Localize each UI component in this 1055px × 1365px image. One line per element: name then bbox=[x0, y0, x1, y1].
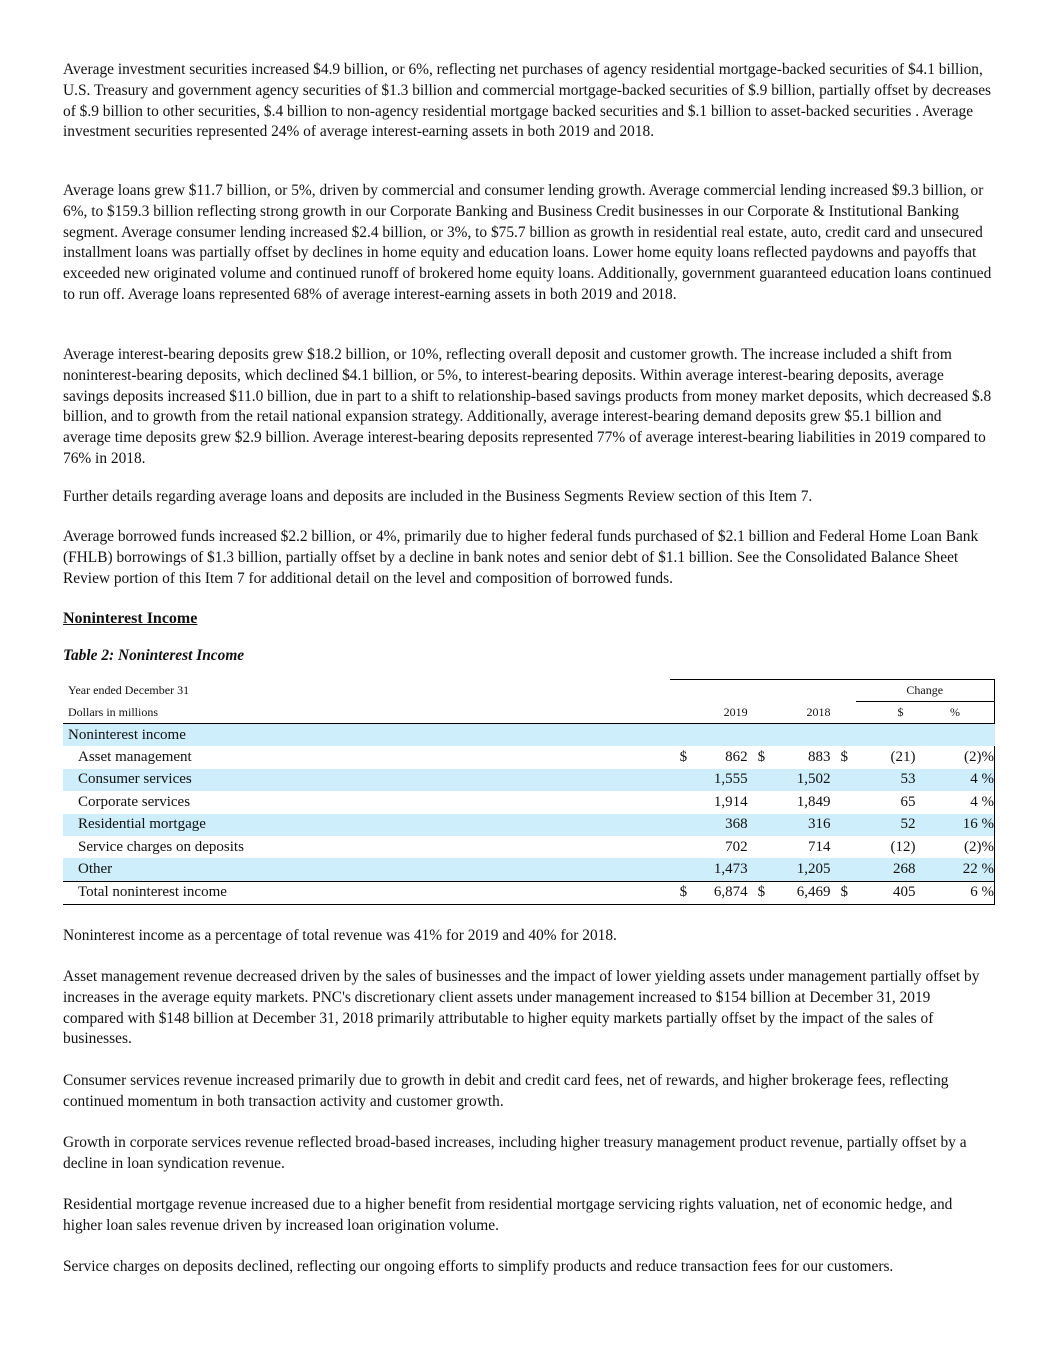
value-2019: 368 bbox=[690, 814, 748, 836]
value-change: (21) bbox=[890, 749, 916, 766]
noninterest-income-table bbox=[63, 679, 995, 905]
value-pct: 22 % bbox=[915, 858, 994, 881]
header-change: Change bbox=[856, 680, 995, 702]
value-2018: 714 bbox=[808, 838, 831, 855]
header-2019: 2019 bbox=[690, 702, 748, 724]
value-change: 52 bbox=[856, 814, 916, 836]
table-row bbox=[63, 791, 995, 813]
value-2019: 1,555 bbox=[690, 769, 748, 791]
paragraph-service-charges: Service charges on deposits declined, reflecting our ongoing efforts to simplify products and reduce transaction fees for our customers. bbox=[63, 1258, 894, 1275]
value-2018: 316 bbox=[773, 814, 831, 836]
section-heading: Noninterest Income bbox=[63, 610, 198, 627]
paragraph-residential-mortgage: Residential mortgage revenue increased due to a higher benefit from residential mortgage servicing rights valuation, net of economic hedge, and higher loan sales revenue driven by increased loan origination volume. bbox=[63, 1196, 953, 1234]
paragraph-further-details: Further details regarding average loans and deposits are included in the Business Segments Review section of this Item 7. bbox=[63, 488, 813, 505]
paragraph-borrowed-funds: Average borrowed funds increased $2.2 billion, or 4%, primarily due to higher federal funds purchased of $2.1 billion and Federal Home Loan Bank (FHLB) borrowings of $1.3 billion, partially offset by a decline in bank notes and senior debt of $1.1 billion. See the Consolidated Balance Sheet Review portion of this Item 7 for additional detail on the level and composition of borrowed funds. bbox=[63, 528, 979, 587]
value-2019: 1,473 bbox=[690, 858, 748, 881]
value-change: 268 bbox=[856, 858, 916, 881]
table-section-row bbox=[63, 724, 995, 747]
row-label: Residential mortgage bbox=[63, 814, 670, 836]
header-change-pct: % bbox=[915, 702, 994, 724]
paragraph-corporate-services: Growth in corporate services revenue reflected broad-based increases, including higher treasury management product revenue, partially offset by a decline in loan syndication revenue. bbox=[63, 1134, 967, 1172]
row-label: Asset management bbox=[78, 749, 192, 766]
table-caption: Table 2: Noninterest Income bbox=[63, 647, 245, 664]
table-total-row: Total noninterest income $ 6,874 $ 6,469 $ 405 6 % bbox=[63, 881, 995, 904]
header-2018: 2018 bbox=[773, 702, 831, 724]
section-label: Noninterest income bbox=[63, 724, 670, 747]
value-pct: (2)% bbox=[915, 746, 994, 768]
value-2019: 1,914 bbox=[713, 793, 748, 810]
paragraph-asset-management: Asset management revenue decreased driven by the sales of businesses and the impact of lower yielding assets under management partially offset by increases in the average equity markets. PNC's discretionary client assets under management increased to $154 billion at December 31, 2019 compared with $148 billion at December 31, 2018 primarily attributable to higher equity markets partially offset by the impact of the sales of businesses. bbox=[63, 968, 980, 1048]
table-row: Asset management $ 862 $ 883 $ (21) (2)% bbox=[63, 746, 995, 768]
paragraph-average-loans: Average loans grew $11.7 billion, or 5%, driven by commercial and consumer lending growth. Average commercial lending increased $9.3 billion, or 6%, to $159.3 billion reflecting strong growth in our Corporate Banking and Business Credit businesses in our Corporate & Institutional Banking segment. Average consumer lending increased $2.4 billion, or 3%, to $75.7 billion as growth in residential real estate, auto, credit card and unsecured installment loans was partially offset by declines in home equity and education loans. Lower home equity loans reflected paydowns and payoffs that exceeded new originated volume and continued runoff of brokered home equity loans. Additionally, government guaranteed education loans continued to run off. Average loans represented 68% of average interest-earning assets in both 2019 and 2018. bbox=[63, 182, 992, 303]
row-label: Service charges on deposits bbox=[78, 838, 244, 855]
total-2018: 6,469 bbox=[773, 881, 831, 904]
value-2019: 862 bbox=[725, 749, 748, 766]
paragraph-consumer-services: Consumer services revenue increased primarily due to growth in debit and credit card fees, net of rewards, and higher brokerage fees, reflecting continued momentum in both transaction activity and customer growth. bbox=[63, 1072, 949, 1110]
table-row bbox=[63, 769, 995, 791]
paragraph-interest-bearing-deposits: Average interest-bearing deposits grew $18.2 billion, or 10%, reflecting overall deposit and customer growth. The increase included a shift from noninterest-bearing deposits, which declined $4.1 billion, or 5%, to interest-bearing deposits. Within average interest-bearing deposits, average savings deposits increased $11.0 billion, due in part to a shift to relationship-based savings products from money market deposits, which decreased $.8 billion, and to growth from the retail national expansion strategy. Additionally, average interest-bearing demand deposits grew $5.1 billion and average time deposits grew $2.9 billion. Average interest-bearing deposits represented 77% of average interest-bearing liabilities in 2019 compared to 76% in 2018. bbox=[63, 346, 992, 467]
value-pct: (2)% bbox=[915, 836, 994, 858]
total-2019: 6,874 bbox=[690, 881, 748, 904]
header-year-label: Year ended December 31 bbox=[68, 683, 190, 697]
value-pct: 16 % bbox=[915, 814, 994, 836]
value-2018: 1,205 bbox=[773, 858, 831, 881]
value-change: 53 bbox=[856, 769, 916, 791]
table-header-row-1 bbox=[63, 680, 995, 702]
table-header-row-2 bbox=[63, 702, 995, 724]
header-change-dollar: $ bbox=[856, 702, 916, 724]
paragraph-percentage-of-revenue: Noninterest income as a percentage of total revenue was 41% for 2019 and 40% for 2018. bbox=[63, 927, 617, 944]
header-units-label: Dollars in millions bbox=[63, 702, 670, 724]
table-row bbox=[63, 814, 995, 836]
value-pct: 4 % bbox=[915, 769, 994, 791]
row-label: Consumer services bbox=[63, 769, 670, 791]
total-pct: 6 % bbox=[915, 881, 994, 904]
value-change: (12) bbox=[890, 838, 916, 855]
row-label: Other bbox=[63, 858, 670, 881]
total-change: 405 bbox=[856, 881, 916, 904]
total-label: Total noninterest income bbox=[63, 881, 670, 904]
value-pct: 4 % bbox=[915, 791, 994, 813]
table-row bbox=[63, 858, 995, 881]
value-2018: 1,849 bbox=[796, 793, 831, 810]
value-2018: 883 bbox=[808, 749, 831, 766]
table-row bbox=[63, 836, 995, 858]
value-change: 65 bbox=[900, 793, 916, 810]
value-2019: 702 bbox=[725, 838, 748, 855]
paragraph-investment-securities: Average investment securities increased $4.9 billion, or 6%, reflecting net purchases of agency residential mortgage-backed securities of $4.1 billion, U.S. Treasury and government agency securities of $1.3 billion and commercial mortgage-backed securities of $.9 billion, partially offset by decreases of $.9 billion to other securities, $.4 billion to non-agency residential mortgage backed securities and $.1 billion to asset-backed securities . Average investment securities represented 24% of average interest-earning assets in both 2019 and 2018. bbox=[63, 61, 992, 141]
value-2018: 1,502 bbox=[773, 769, 831, 791]
row-label: Corporate services bbox=[78, 793, 191, 810]
